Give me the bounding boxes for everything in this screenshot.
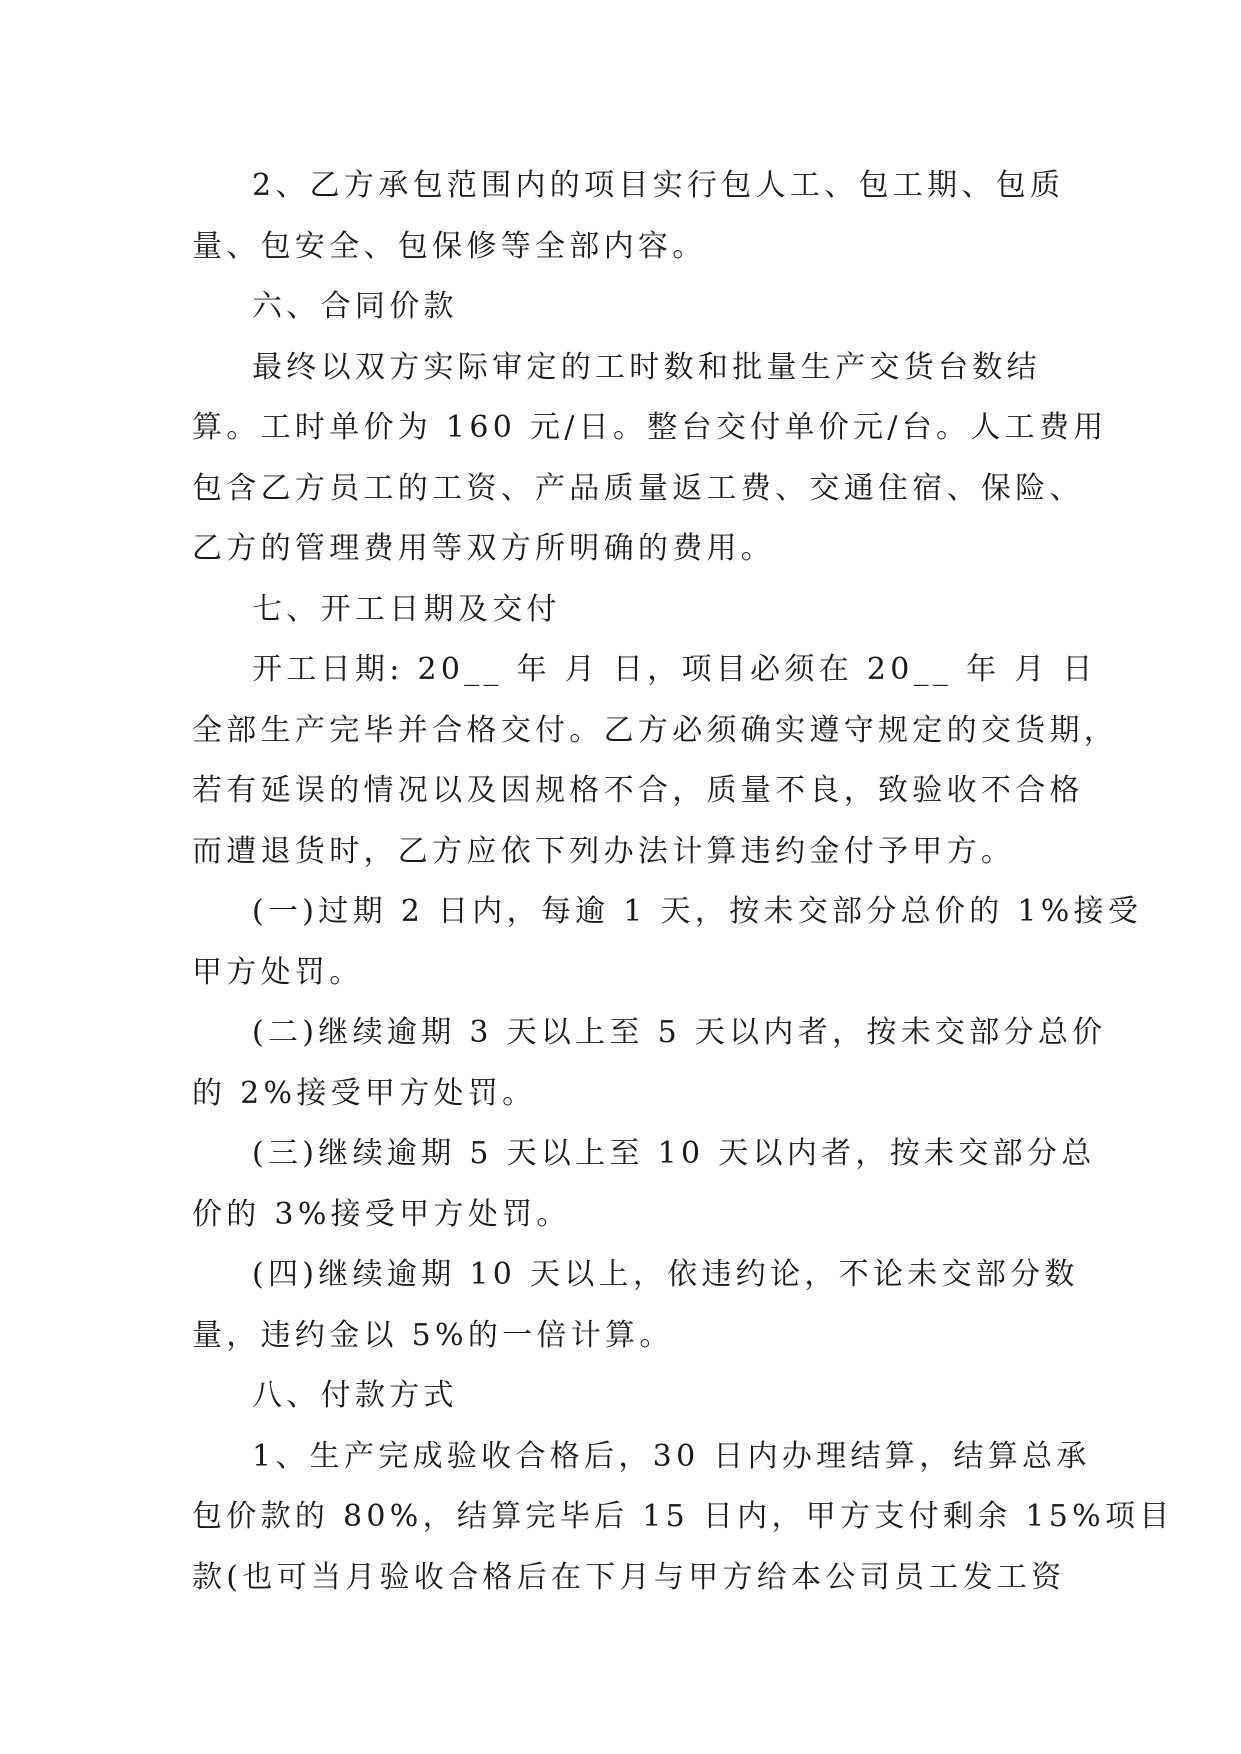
- section-heading-start-date-delivery: [192, 580, 1054, 641]
- text-line: 包价款的 80%，结算完毕后 15 日内，甲方支付剩余 15%项目: [192, 1499, 1174, 1534]
- section-heading-contract-price: [192, 277, 1054, 338]
- paragraph-penalty-3: [192, 1124, 1096, 1245]
- text-line: 若有延误的情况以及因规格不合，质量不良，致验收不合格: [192, 773, 1084, 808]
- text-line: (三)继续逾期 5 天以上至 10 天以内者，按未交部分总: [252, 1136, 1096, 1171]
- text-line: 价的 3%接受甲方处罚。: [192, 1196, 571, 1232]
- text-line: 算。工时单价为 160 元/日。整台交付单价元/台。人工费用: [192, 410, 1108, 445]
- text-line: 的 2%接受甲方处罚。: [192, 1075, 537, 1111]
- text-line: 量，违约金以 5%的一倍计算。: [192, 1317, 674, 1353]
- text-line: 量、包安全、包保修等全部内容。: [192, 228, 707, 264]
- text-line: 最终以双方实际审定的工时数和批量生产交货台数结: [252, 349, 1041, 385]
- text-line: (四)继续逾期 10 天以上，依违约论，不论未交部分数: [252, 1257, 1079, 1292]
- text-line: 款(也可当月验收合格后在下月与甲方给本公司员工发工资: [192, 1559, 1066, 1595]
- paragraph-penalty-1: [192, 882, 1143, 1003]
- text-line: 2、乙方承包范围内的项目实行包人工、包工期、包质: [252, 168, 1065, 203]
- text-line: (二)继续逾期 3 天以上至 5 天以内者，按未交部分总价: [252, 1015, 1107, 1050]
- paragraph-price-settlement: [192, 338, 1108, 580]
- text-line: (一)过期 2 日内，每逾 1 天，按未交部分总价的 1%接受: [252, 894, 1143, 929]
- paragraph-start-date: [192, 640, 1119, 882]
- section-heading-payment-method: [192, 1366, 1054, 1427]
- text-line: 1、生产完成验收合格后，30 日内办理结算，结算总承: [252, 1438, 1091, 1474]
- text-line: 开工日期: 20__ 年 月 日，项目必须在 20__ 年 月 日: [252, 652, 1097, 687]
- paragraph-penalty-2: [192, 1003, 1107, 1124]
- text-line: 全部生产完毕并合格交付。乙方必须确实遵守规定的交货期，: [192, 712, 1119, 748]
- text-line: 包含乙方员工的工资、产品质量返工费、交通住宿、保险、: [192, 470, 1084, 506]
- text-line: 乙方的管理费用等双方所明确的费用。: [192, 531, 776, 566]
- heading-text: 八、付款方式: [252, 1378, 458, 1413]
- paragraph-penalty-4: [192, 1245, 1079, 1366]
- paragraph-payment-1: [192, 1427, 1174, 1609]
- document-page: [192, 156, 1174, 1608]
- heading-text: 七、开工日期及交付: [252, 591, 561, 627]
- text-line: 甲方处罚。: [192, 954, 364, 990]
- heading-text: 六、合同价款: [252, 289, 458, 324]
- paragraph-scope-item-2: [192, 156, 1065, 277]
- text-line: 而遭退货时，乙方应依下列办法计算违约金付予甲方。: [192, 833, 1016, 869]
